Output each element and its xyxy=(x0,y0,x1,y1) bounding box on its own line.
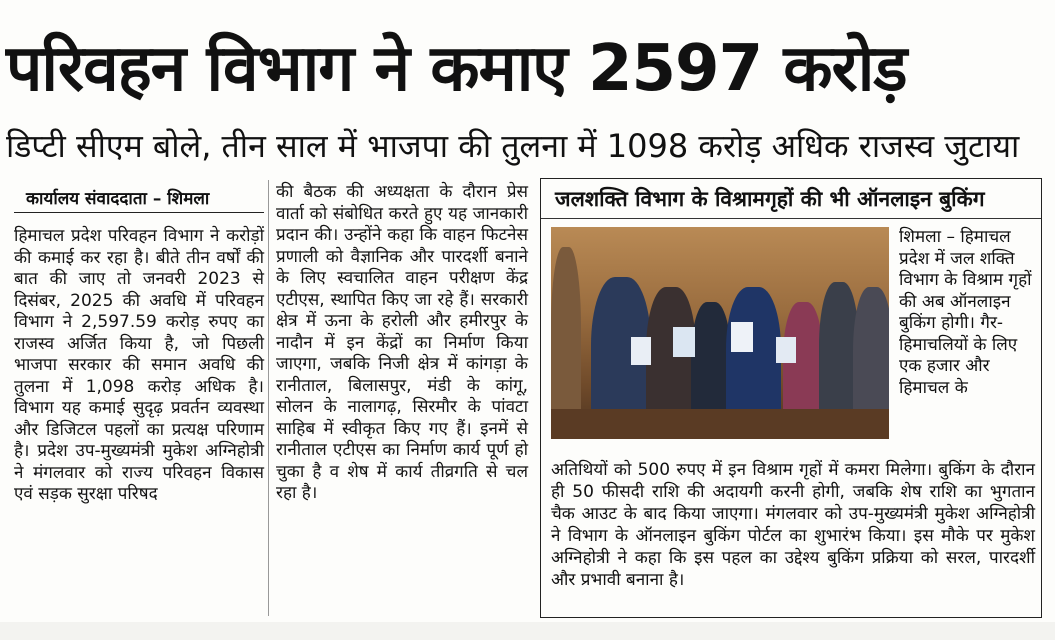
page-bottom-edge xyxy=(0,622,1055,640)
column-1-text: हिमाचल प्रदेश परिवहन विभाग ने करोड़ों की कमाई कर रहा है। बीते तीन वर्षों की बात की जाए तो जनवरी 2023 से दिसंबर, 2025 की अवधि में परिवहन विभाग ने 2,597.59 करोड़ रुपए का राजस्व अर्जित किया है, जो पिछली भाजपा सरकार की समान अवधि की तुलना में 1,098 करोड़ अधिक है। विभाग यह कमाई सुदृढ़ प्रवर्तन व्यवस्था और डिजिटल पहलों का प्रत्यक्ष परिणाम है। प्रदेश उप-मुख्यमंत्री मुकेश अग्निहोत्री ने मंगलवार को राज्य परिवहन विकास एवं सड़क सुरक्षा परिषद xyxy=(14,226,264,504)
subheadline: डिप्टी सीएम बोले, तीन साल में भाजपा की तुलना में 1098 करोड़ अधिक राजस्व जुटाया xyxy=(6,127,1020,165)
sidebar-story-box xyxy=(540,178,1042,618)
press-photo xyxy=(551,227,889,439)
dateline: कार्यालय संवाददाता – शिमला xyxy=(26,189,210,209)
box-body-text: अतिथियों को 500 रुपए में इन विश्राम गृहों में कमरा मिलेगा। बुकिंग के दौरान ही 50 फीसदी राशि की अदायगी करनी होगी, जबकि शेष राशि का भुगतान चैक आउट के बाद किया जाएगा। मंगलवार को उप-मुख्यमंत्री मुकेश अग्निहोत्री ने विभाग के ऑनलाइन बुकिंग पोर्टल का शुभारंभ किया। इस मौके पर मुकेश अग्निहोत्री ने कहा कि इस पहल का उद्देश्य बुकिंग प्रक्रिया को सरल, पारदर्शी और प्रभावी बनाना है। xyxy=(551,460,1035,590)
dateline-rule xyxy=(14,212,264,213)
article-column-2 xyxy=(276,182,528,505)
column-2-text: की बैठक की अध्यक्षता के दौरान प्रेस वार्ता को संबोधित करते हुए यह जानकारी प्रदान की। उन्होंने कहा कि वाहन फिटनेस प्रणाली को वैज्ञानिक और पारदर्शी बनाने के लिए स्वचालित वाहन परीक्षण केंद्र एटीएस, स्थापित किए जा रहे हैं। सरकारी क्षेत्र में ऊना के हरोली और हमीरपुर के नादौन में इन केंद्रों का निर्माण किया जाएगा, जबकि निजी क्षेत्र में कांगड़ा के रानीताल, बिलासपुर, मंडी के कांगू, सोलन के नालागढ़, सिरमौर के पांवटा साहिब में स्वीकृत किए गए हैं। इनमें से रानीताल एटीएस का निर्माण कार्य पूर्ण हो चुका है व शेष में कार्य तीव्रगति से चल रहा है। xyxy=(276,182,528,503)
headline: परिवहन विभाग ने कमाए 2597 करोड़ xyxy=(6,32,907,106)
box-title: जलशक्ति विभाग के विश्रामगृहों की भी ऑनलाइन बुकिंग xyxy=(541,179,1041,219)
column-divider xyxy=(268,180,269,616)
box-side-text: शिमला – हिमाचल प्रदेश में जल शक्ति विभाग के विश्राम गृहों की अब ऑनलाइन बुकिंग होगी। गैर-हिमाचलियों के लिए एक हजार और हिमाचल के xyxy=(899,227,1032,398)
article-column-1 xyxy=(14,226,264,506)
